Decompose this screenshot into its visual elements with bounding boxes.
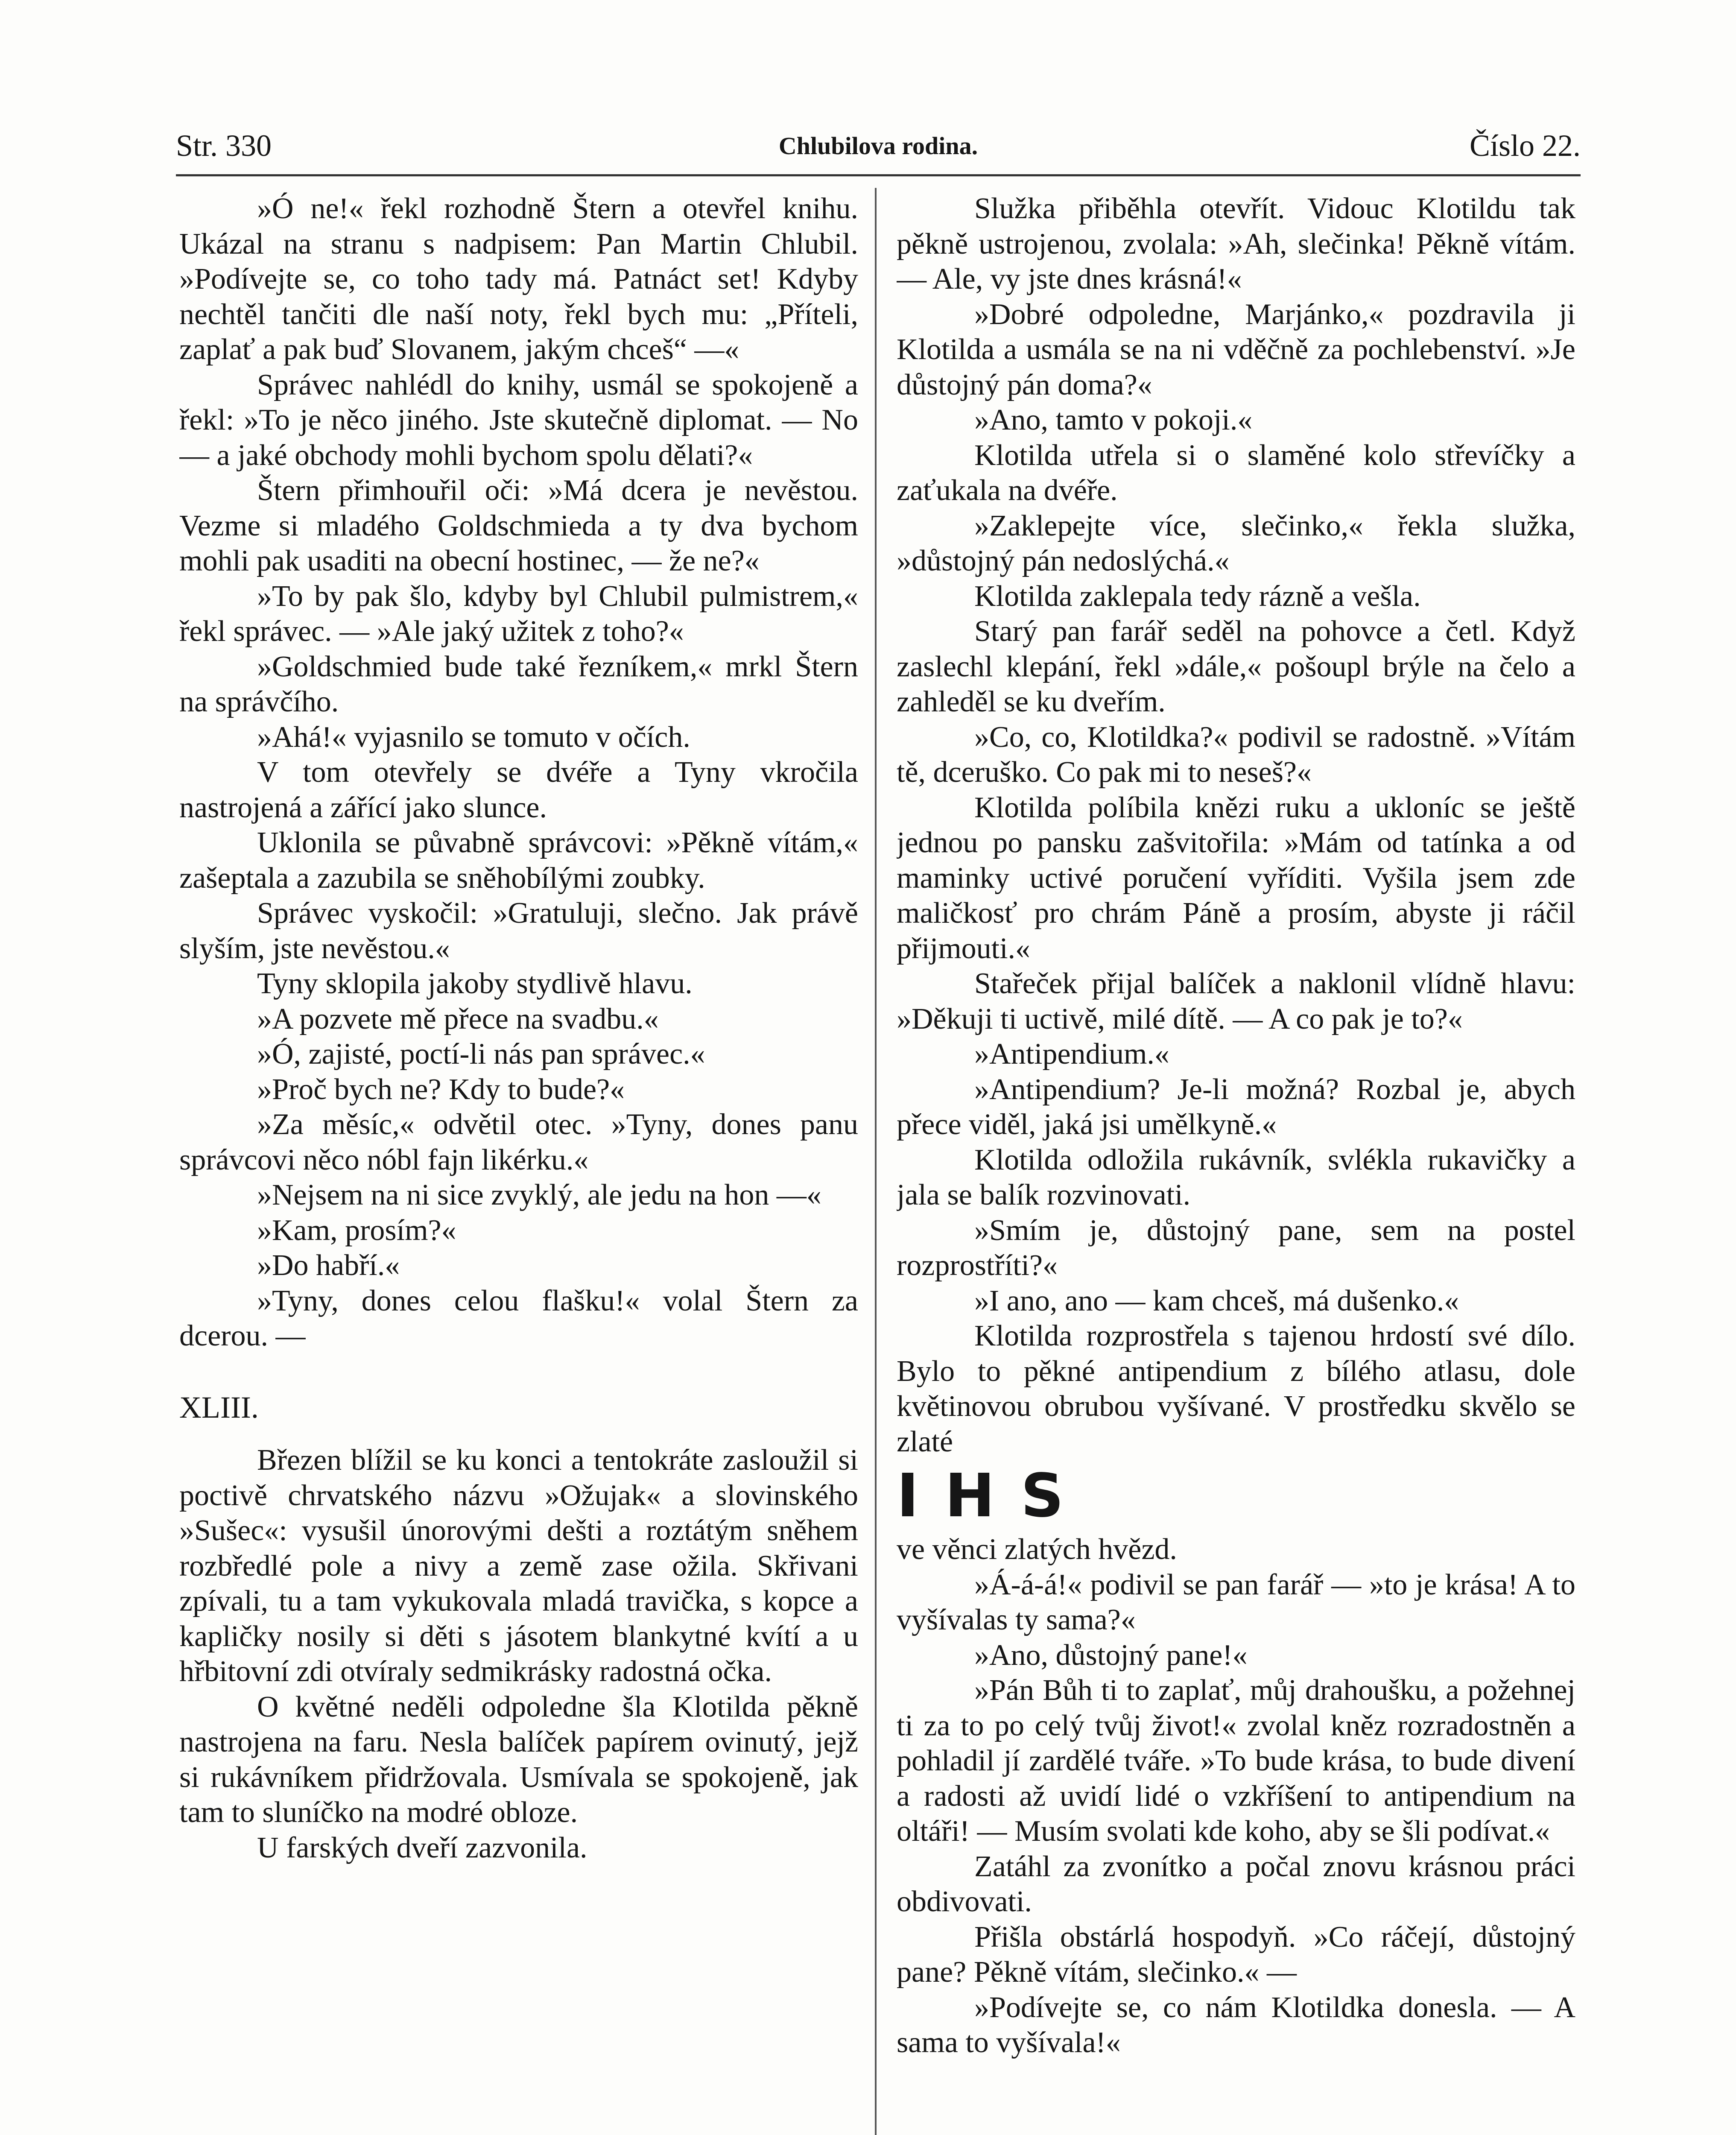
paragraph: »Zaklepejte více, slečinko,« řekla služka, »důstojný pán nedoslýchá.« [897, 509, 1575, 577]
running-header [176, 128, 1581, 179]
paragraph: »I ano, ano — kam chceš, má dušenko.« [974, 1284, 1459, 1317]
header-rule [176, 174, 1581, 176]
paragraph: »Kam, prosím?« [257, 1214, 456, 1247]
paragraph: »Ano, tamto v pokoji.« [974, 404, 1253, 436]
column-divider [875, 188, 877, 2135]
running-title: Chlubilova rodina. [778, 132, 978, 160]
paragraph: U farských dveří zazvonila. [257, 1831, 587, 1864]
paragraph: O květné neděli odpoledne šla Klotilda pěkně nastrojena na faru. Nesla balíček papírem ovinutý, jejž si rukávníkem přidržovala. Usmívala se spokojeně, jak tam to sluníčko na modré obloze. [179, 1690, 858, 1829]
page-number: Str. 330 [176, 129, 272, 163]
paragraph: Klotilda utřela si o slaměné kolo střevíčky a zaťukala na dvéře. [897, 439, 1575, 507]
paragraph: »Ano, důstojný pane!« [974, 1638, 1248, 1672]
paragraph: Služka přiběhla otevřít. Vidouc Klotildu tak pěkně ustrojenou, zvolala: »Ah, slečinka! Pěkně vítám. — Ale, vy jste dnes krásná!« [897, 192, 1575, 295]
paragraph: Klotilda políbila knězi ruku a ukloníc se ještě jednou po pansku zašvitořila: »Mám od tatínka a od maminky uctivé poručení vyříditi. Vyšila jsem zde maličkosť pro chrám Páně a prosím, abyste ji ráčil přijmouti.« [897, 791, 1575, 965]
paragraph: Klotilda rozprostřela s tajenou hrdostí své dílo. Bylo to pěkné antipendium z bílého atlasu, dole květinovou obrubou vyšívané. V prostředku skvělo se zlaté [897, 1319, 1575, 1458]
paragraph: »Antipendium? Je-li možná? Rozbal je, abych přece viděl, jaká jsi umělkyně.« [897, 1073, 1575, 1141]
paragraph: »Do habří.« [257, 1249, 400, 1282]
paragraph: Klotilda odložila rukávník, svlékla rukavičky a jala se balík rozvinovati. [897, 1143, 1575, 1211]
paragraph: »Co, co, Klotildka?« podivil se radostně. »Vítám tě, dceruško. Co pak mi to neseš?« [897, 720, 1575, 789]
paragraph: »Proč bych ne? Kdy to bude?« [257, 1073, 625, 1106]
paragraph: »Antipendium.« [974, 1038, 1169, 1070]
paragraph: »Tyny, dones celou flašku!« volal Štern za dcerou. — [179, 1284, 858, 1352]
paragraph: »Ahá!« vyjasnilo se tomuto v očích. [257, 720, 690, 754]
paragraph: Březen blížil se ku konci a tentokráte zasloužil si poctivě chrvatského názvu »Ožujak« a slovinského »Sušec«: vysušil únorovými dešti a roztátým sněhem rozbředlé pole a nivy a země zase ožila. Skřivani zpívali, tu a tam vykukovala mladá travička, s kopce a kapličky nosily si děti s jásotem blankytné kvítí a u hřbitovní zdi otvíraly sedmikrásky radostná očka. [179, 1444, 858, 1688]
paragraph: Štern přimhouřil oči: »Má dcera je nevěstou. Vezme si mladého Goldschmieda a ty dva bychom mohli pak usaditi na obecní hostinec, — že ne?« [179, 474, 858, 577]
paragraph: »Ó, zajisté, poctí-li nás pan správec.« [257, 1038, 705, 1070]
paragraph: »To by pak šlo, kdyby byl Chlubil pulmistrem,« řekl správec. — »Ale jaký užitek z toho?« [179, 579, 858, 648]
paragraph: »Dobré odpoledne, Marjánko,« pozdravila ji Klotilda a usmála se na ni vděčně za pochlebenství. »Je důstojný pán doma?« [897, 298, 1575, 401]
paragraph: Tyny sklopila jakoby stydlivě hlavu. [257, 967, 693, 1000]
paragraph: Stařeček přijal balíček a naklonil vlídně hlavu: »Děkuji ti uctivě, milé dítě. — A co pak je to?« [897, 967, 1575, 1035]
left-column [179, 191, 858, 2135]
paragraph: »Ó ne!« řekl rozhodně Štern a otevřel knihu. Ukázal na stranu s nadpisem: Pan Martin Chlubil. »Podívejte se, co toho tady má. Patnáct set! Kdyby nechtěl tančiti dle naší noty, řekl bych mu: „Příteli, zaplať a pak buď Slovanem, jakým chceš“ —« [179, 192, 858, 366]
paragraph: »Za měsíc,« odvětil otec. »Tyny, dones panu správcovi něco nóbl fajn likérku.« [179, 1108, 858, 1176]
paragraph: »Podívejte se, co nám Klotildka donesla. — A sama to vyšívala!« [897, 1991, 1575, 2059]
paragraph: Uklonila se půvabně správcovi: »Pěkně vítám,« zašeptala a zazubila se sněhobílými zoubky. [179, 826, 858, 895]
paragraph: »Goldschmied bude také řezníkem,« mrkl Štern na správčího. [179, 650, 858, 718]
paragraph: Zatáhl za zvonítko a počal znovu krásnou práci obdivovati. [897, 1850, 1575, 1918]
paragraph: ve věnci zlatých hvězd. [897, 1533, 1177, 1566]
paragraph: »Nejsem na ni sice zvyklý, ale jedu na hon —« [257, 1179, 821, 1211]
paragraph: »Smím je, důstojný pane, sem na postel rozprostříti?« [897, 1214, 1575, 1282]
paragraph: V tom otevřely se dvéře a Tyny vkročila nastrojená a zářící jako slunce. [179, 756, 858, 824]
paragraph: Starý pan farář seděl na pohovce a četl. Když zaslechl klepání, řekl »dále,« pošoupl brýle na čelo a zahleděl se ku dveřím. [897, 615, 1575, 718]
ihs-monogram: I H S [897, 1461, 1067, 1531]
paragraph: »Á-á-á!« podivil se pan farář — »to je krása! A to vyšívalas ty sama?« [897, 1568, 1575, 1636]
paragraph: Klotilda zaklepala tedy rázně a vešla. [974, 579, 1421, 613]
paragraph: Přišla obstárlá hospodyň. »Co ráčejí, důstojný pane? Pěkně vítám, slečinko.« — [897, 1920, 1575, 1989]
paragraph: »Pán Bůh ti to zaplať, můj drahoušku, a požehnej ti za to po celý tvůj život!« zvolal kněz rozradostněn a pohladil jí zardělé tváře. »To bude krása, to bude divení a radosti až uvidí lidé o vzkříšení to antipendium na oltáři! — Musím svolati kde koho, aby se šli podívat.« [897, 1674, 1575, 1848]
paragraph: Správec nahlédl do knihy, usmál se spokojeně a řekl: »To je něco jiného. Jste skutečně diplomat. — No — a jaké obchody mohli bychom spolu dělati?« [179, 368, 858, 472]
right-column [897, 191, 1575, 2135]
issue-number: Číslo 22. [1469, 129, 1581, 163]
paragraph: Správec vyskočil: »Gratuluji, slečno. Jak právě slyším, jste nevěstou.« [179, 897, 858, 965]
chapter-heading: XLIII. [179, 1390, 259, 1424]
paragraph: »A pozvete mě přece na svadbu.« [257, 1002, 659, 1035]
